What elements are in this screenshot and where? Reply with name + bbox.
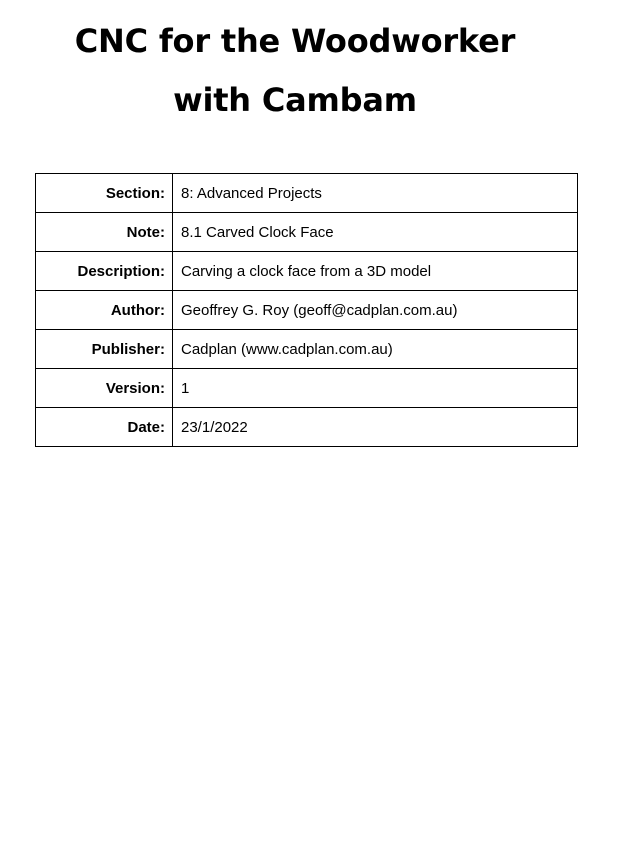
section-value: 8: Advanced Projects xyxy=(173,174,578,213)
date-value: 23/1/2022 xyxy=(173,408,578,447)
version-value: 1 xyxy=(173,369,578,408)
description-value: Carving a clock face from a 3D model xyxy=(173,252,578,291)
document-title-line-1: CNC for the Woodworker xyxy=(74,22,516,60)
table-row-author xyxy=(36,291,578,330)
publisher-label: Publisher: xyxy=(36,330,173,369)
description-label: Description: xyxy=(36,252,173,291)
table-row-section xyxy=(36,174,578,213)
table-row-description xyxy=(36,252,578,291)
document-title-line-2: with Cambam xyxy=(173,81,417,119)
date-label: Date: xyxy=(36,408,173,447)
publisher-value: Cadplan (www.cadplan.com.au) xyxy=(173,330,578,369)
author-label: Author: xyxy=(36,291,173,330)
table-row-note xyxy=(36,213,578,252)
table-row-version xyxy=(36,369,578,408)
section-label: Section: xyxy=(36,174,173,213)
table-row-publisher xyxy=(36,330,578,369)
table-row-date xyxy=(36,408,578,447)
author-value: Geoffrey G. Roy (geoff@cadplan.com.au) xyxy=(173,291,578,330)
note-label: Note: xyxy=(36,213,173,252)
note-value: 8.1 Carved Clock Face xyxy=(173,213,578,252)
version-label: Version: xyxy=(36,369,173,408)
document-info-table xyxy=(35,173,578,447)
